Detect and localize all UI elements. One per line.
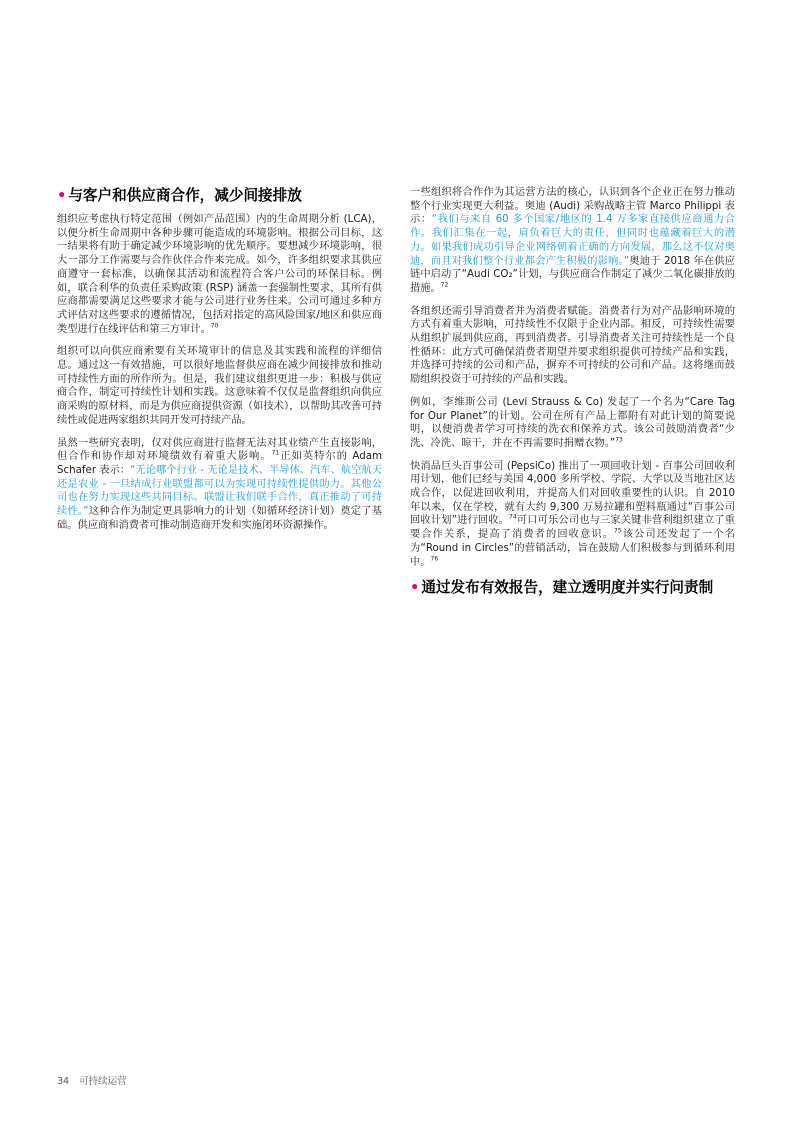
paragraph-audi: 一些组织将合作作为其运营方法的核心，认识到各个企业正在努力推动整个行业实现更大利益。奥迪 (Audi) 采购战略主管 Marco Philippi 表示：“我们与来自 60 多个国家/地区的 1.4 万多家直接供应商通力合作。我们汇集在一起，肩负着巨大的责任，但同时也蕴藏着巨大的潜力。如果我们成功引导企业网络朝着正确的方向发展，那么这不仅对奥迪，而且对我们整个行业都会产生积极的影响。”奥迪于 2018 年在供应链中启动了“Audi CO₂”计划，与供应商合作制定了减少二氧化碳排放的措施。$^{72}$ [410,186,736,294]
paragraph-intel-quote: 虽然一些研究表明，仅对供应商进行监督无法对其业绩产生直接影响，但合作和协作却对环境绩效有着重大影响。$^{71}$正如英特尔的 Adam Schafer 表示：“无论哪个行业 - 无论是技术、半导体、汽车、航空航天还是农业 - 一旦结成行业联盟都可以为实现可持续性提供助力。其他公司也在努力实现这些共同目标。联盟让我们联手合作，真正推动了可持续性。”这种合作为制定更具影响力的计划（如循环经济计划）奠定了基础。供应商和消费者可推动制造商开发和实施闭环资源操作。 [57,436,382,531]
footnote-ref[interactable]: 75 [614,527,622,535]
footnote-ref[interactable]: 70 [210,322,219,330]
paragraph-levis: 例如，李维斯公司 (Levi Strauss & Co) 发起了一个名为“Care Tag for Our Planet”的计划。公司在所有产品上都附有对此计划的简要说明，以便消费者学习可持续的洗衣和保养方式。该公司鼓励消费者“少洗、冷洗、晾干，并在不再需要时捐赠衣物。”$^{73}$ [410,395,735,449]
page-footer [57,1073,137,1087]
footnote-ref[interactable]: 72 [440,281,449,289]
right-column [410,186,735,605]
paragraph-supplier-audit: 组织可以向供应商索要有关环境审计的信息及其实践和流程的详细信息。通过这一有效措施，可以很好地监督供应商在减少间接排放和推动可持续性方面的所作所为。但是，我们建议组织更进一步：积极与供应商合作，制定可持续性计划和实践。这意味着不仅仅是监督组织向供应商采购的原材料，而是为供应商提供资源（如技术），以帮助其改善可持续性或促进两家组织共同开发可持续产品。 [57,345,382,426]
pull-quote: “无论哪个行业 - 无论是技术、半导体、汽车、航空航天还是农业 - 一旦结成行业联盟都可以为实现可持续性提供助力。其他公司也在努力实现这些共同目标。联盟让我们联手合作，真正推动了可持续性。” [57,463,382,518]
paragraph-consumers: 各组织还需引导消费者并为消费者赋能。消费者行为对产品影响环境的方式有着重大影响，可持续性不仅限于企业内部。相反，可持续性需要从组织扩展到供应商，再到消费者。引导消费者关注可持续性是一个良性循环：此方式可确保消费者期望并要求组织提供可持续产品和实践，并选择可持续的公司和产品，摒弃不可持续的公司和产品。这将继而鼓励组织投资于可持续的产品和实践。 [410,304,735,386]
bullet-icon: • [410,579,420,597]
section-heading-reporting: • 通过发布有效报告，建立透明度并实行问责制 [410,579,714,597]
left-column [57,186,382,541]
bullet-icon: • [57,187,67,204]
footnote-ref[interactable]: 76 [430,555,439,563]
footnote-ref[interactable]: 74 [509,514,517,522]
footer-title: 可持续运营 [79,1076,127,1087]
page-number: 34 [57,1076,70,1087]
footnote-ref[interactable]: 71 [271,449,280,457]
paragraph-lca: 组织应考虑执行特定范围（例如产品范围）内的生命周期分析 (LCA)，以便分析生命周期中各种步骤可能造成的环境影响。根据公司目标，这一结果将有助于确定减少环境影响的优先顺序。要想减少环境影响，很大一部分工作需要与合作伙伴合作来完成。如今，许多组织要求其供应商遵守一套标准，以确保其活动和流程符合客户公司的环保目标。例如，联合利华的负责任采购政策 (RSP) 涵盖一套强制性要求，其所有供应商都需要满足这些要求才能与公司进行业务往来。公司可通过多种方式评估对这些要求的遵循情况，包括对指定的高风险国家/地区和供应商类型进行在线评估和第三方审计。$^{70}$ [57,213,382,335]
footnote-ref[interactable]: 73 [615,436,623,444]
section-heading-collaboration: • 与客户和供应商合作，减少间接排放 [57,187,302,204]
pull-quote: “我们与来自 60 多个国家/地区的 1.4 万多家直接供应商通力合作。我们汇集在一起，肩负着巨大的责任，但同时也蕴藏着巨大的潜力。如果我们成功引导企业网络朝着正确的方向发展，那么这不仅对奥迪，而且对我们整个行业都会产生积极的影响。” [410,213,735,267]
paragraph-pepsico: 快消品巨头百事公司 (PepsiCo) 推出了一项回收计划 - 百事公司回收利用计划，他们已经与美国 4,000 多所学校、学院、大学以及当地社区达成合作，以促进回收利用，并提高人们对回收重要性的认识。自 2010 年以来，仅在学校，就有大约 9,300 万易拉罐和塑料瓶通过“百事公司回收计划”进行回收。$^{74}$可口可乐公司也与三家关键非营利组织建立了重要合作关系，提高了消费者的回收意识。$^{75}$该公司还发起了一个名为“Round in Circles”的营销活动，旨在鼓励人们积极参与到循环利用中。$^{76}$ [410,459,735,568]
